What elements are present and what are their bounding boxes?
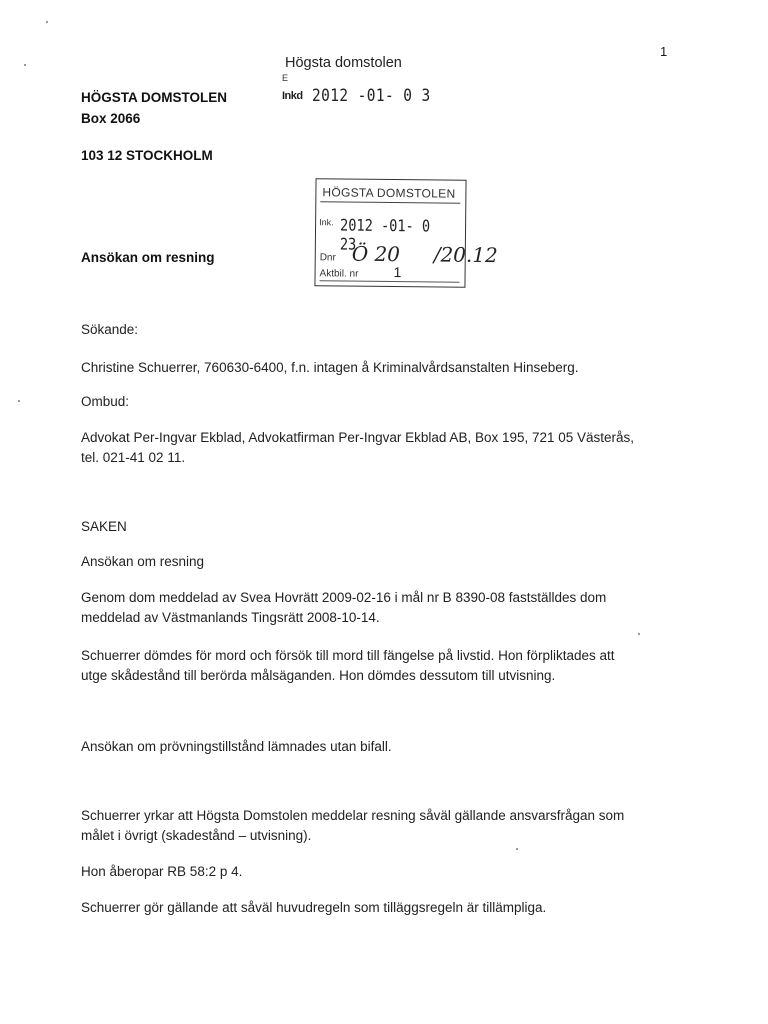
registry-stamp-court: HÖGSTA DOMSTOLEN — [322, 185, 456, 201]
registry-stamp-ink-date: 2012 -01- 0 23 — [339, 215, 431, 254]
counsel-line-2: tel. 021-41 02 11. — [81, 450, 186, 465]
page-number: 1 — [660, 44, 668, 59]
registry-stamp-dnr-year: /20.12 — [433, 242, 498, 268]
paragraph-4-line-2: målet i övrigt (skadestånd – utvisning). — [81, 828, 312, 843]
received-stamp-date: 2012 -01- 0 3 — [312, 86, 431, 106]
scan-speck — [638, 633, 640, 635]
scan-speck — [516, 848, 518, 850]
registry-stamp-bottom-rule — [319, 280, 459, 282]
registry-stamp-divider — [320, 201, 460, 203]
paragraph-3: Ansökan om prövningstillstånd lämnades utan bifall. — [81, 739, 392, 754]
case-heading: SAKEN — [81, 519, 127, 534]
counsel-line-1: Advokat Per-Ingvar Ekblad, Advokatfirman Per-Ingvar Ekblad AB, Box 195, 721 05 Västerås, — [81, 430, 635, 445]
paragraph-1-line-1: Genom dom meddelad av Svea Hovrätt 2009-02-16 i mål nr B 8390-08 fastställdes dom — [81, 590, 607, 605]
paragraph-1-line-2: meddelad av Västmanlands Tingsrätt 2008-10-14. — [81, 610, 380, 625]
recipient-postal: 103 12 STOCKHOLM — [81, 148, 213, 163]
subject-heading: Ansökan om resning — [81, 250, 215, 265]
paragraph-2-line-2: utge skådestånd till berörda målsäganden. Hon dömdes dessutom till utvisning. — [81, 668, 556, 683]
paragraph-6: Schuerrer gör gällande att såväl huvudregeln som tilläggsregeln är tillämpliga. — [81, 900, 547, 915]
registry-stamp-dnr-label: Dnr — [319, 252, 336, 264]
registry-stamp — [314, 178, 498, 288]
received-stamp-header: Högsta domstolen — [285, 55, 402, 71]
paragraph-5: Hon åberopar RB 58:2 p 4. — [81, 864, 243, 879]
paragraph-2-line-1: Schuerrer dömdes för mord och försök till mord till fängelse på livstid. Hon förpliktades att — [81, 648, 615, 663]
received-stamp-label: Inkd — [282, 90, 303, 102]
registry-stamp-aktbil-value: 1 — [393, 264, 402, 281]
scan-speck — [46, 21, 48, 23]
recipient-box: Box 2066 — [81, 111, 141, 126]
case-subheading: Ansökan om resning — [81, 554, 205, 569]
registry-stamp-aktbil-label: Aktbil. nr — [319, 268, 359, 280]
registry-stamp-dnr-value: Ö 20 — [351, 241, 401, 267]
scan-speck — [24, 64, 26, 66]
applicant-text: Christine Schuerrer, 760630-6400, f.n. intagen å Kriminalvårdsanstalten Hinseberg. — [81, 360, 579, 375]
paragraph-4-line-1: Schuerrer yrkar att Högsta Domstolen meddelar resning såväl gällande ansvarsfrågan som — [81, 808, 625, 823]
scan-speck — [18, 400, 20, 402]
received-stamp-mark: E — [282, 73, 289, 83]
recipient-name: HÖGSTA DOMSTOLEN — [81, 90, 228, 105]
counsel-label: Ombud: — [81, 394, 130, 409]
registry-stamp-ink-label: Ink. — [319, 217, 334, 228]
applicant-label: Sökande: — [81, 322, 139, 337]
